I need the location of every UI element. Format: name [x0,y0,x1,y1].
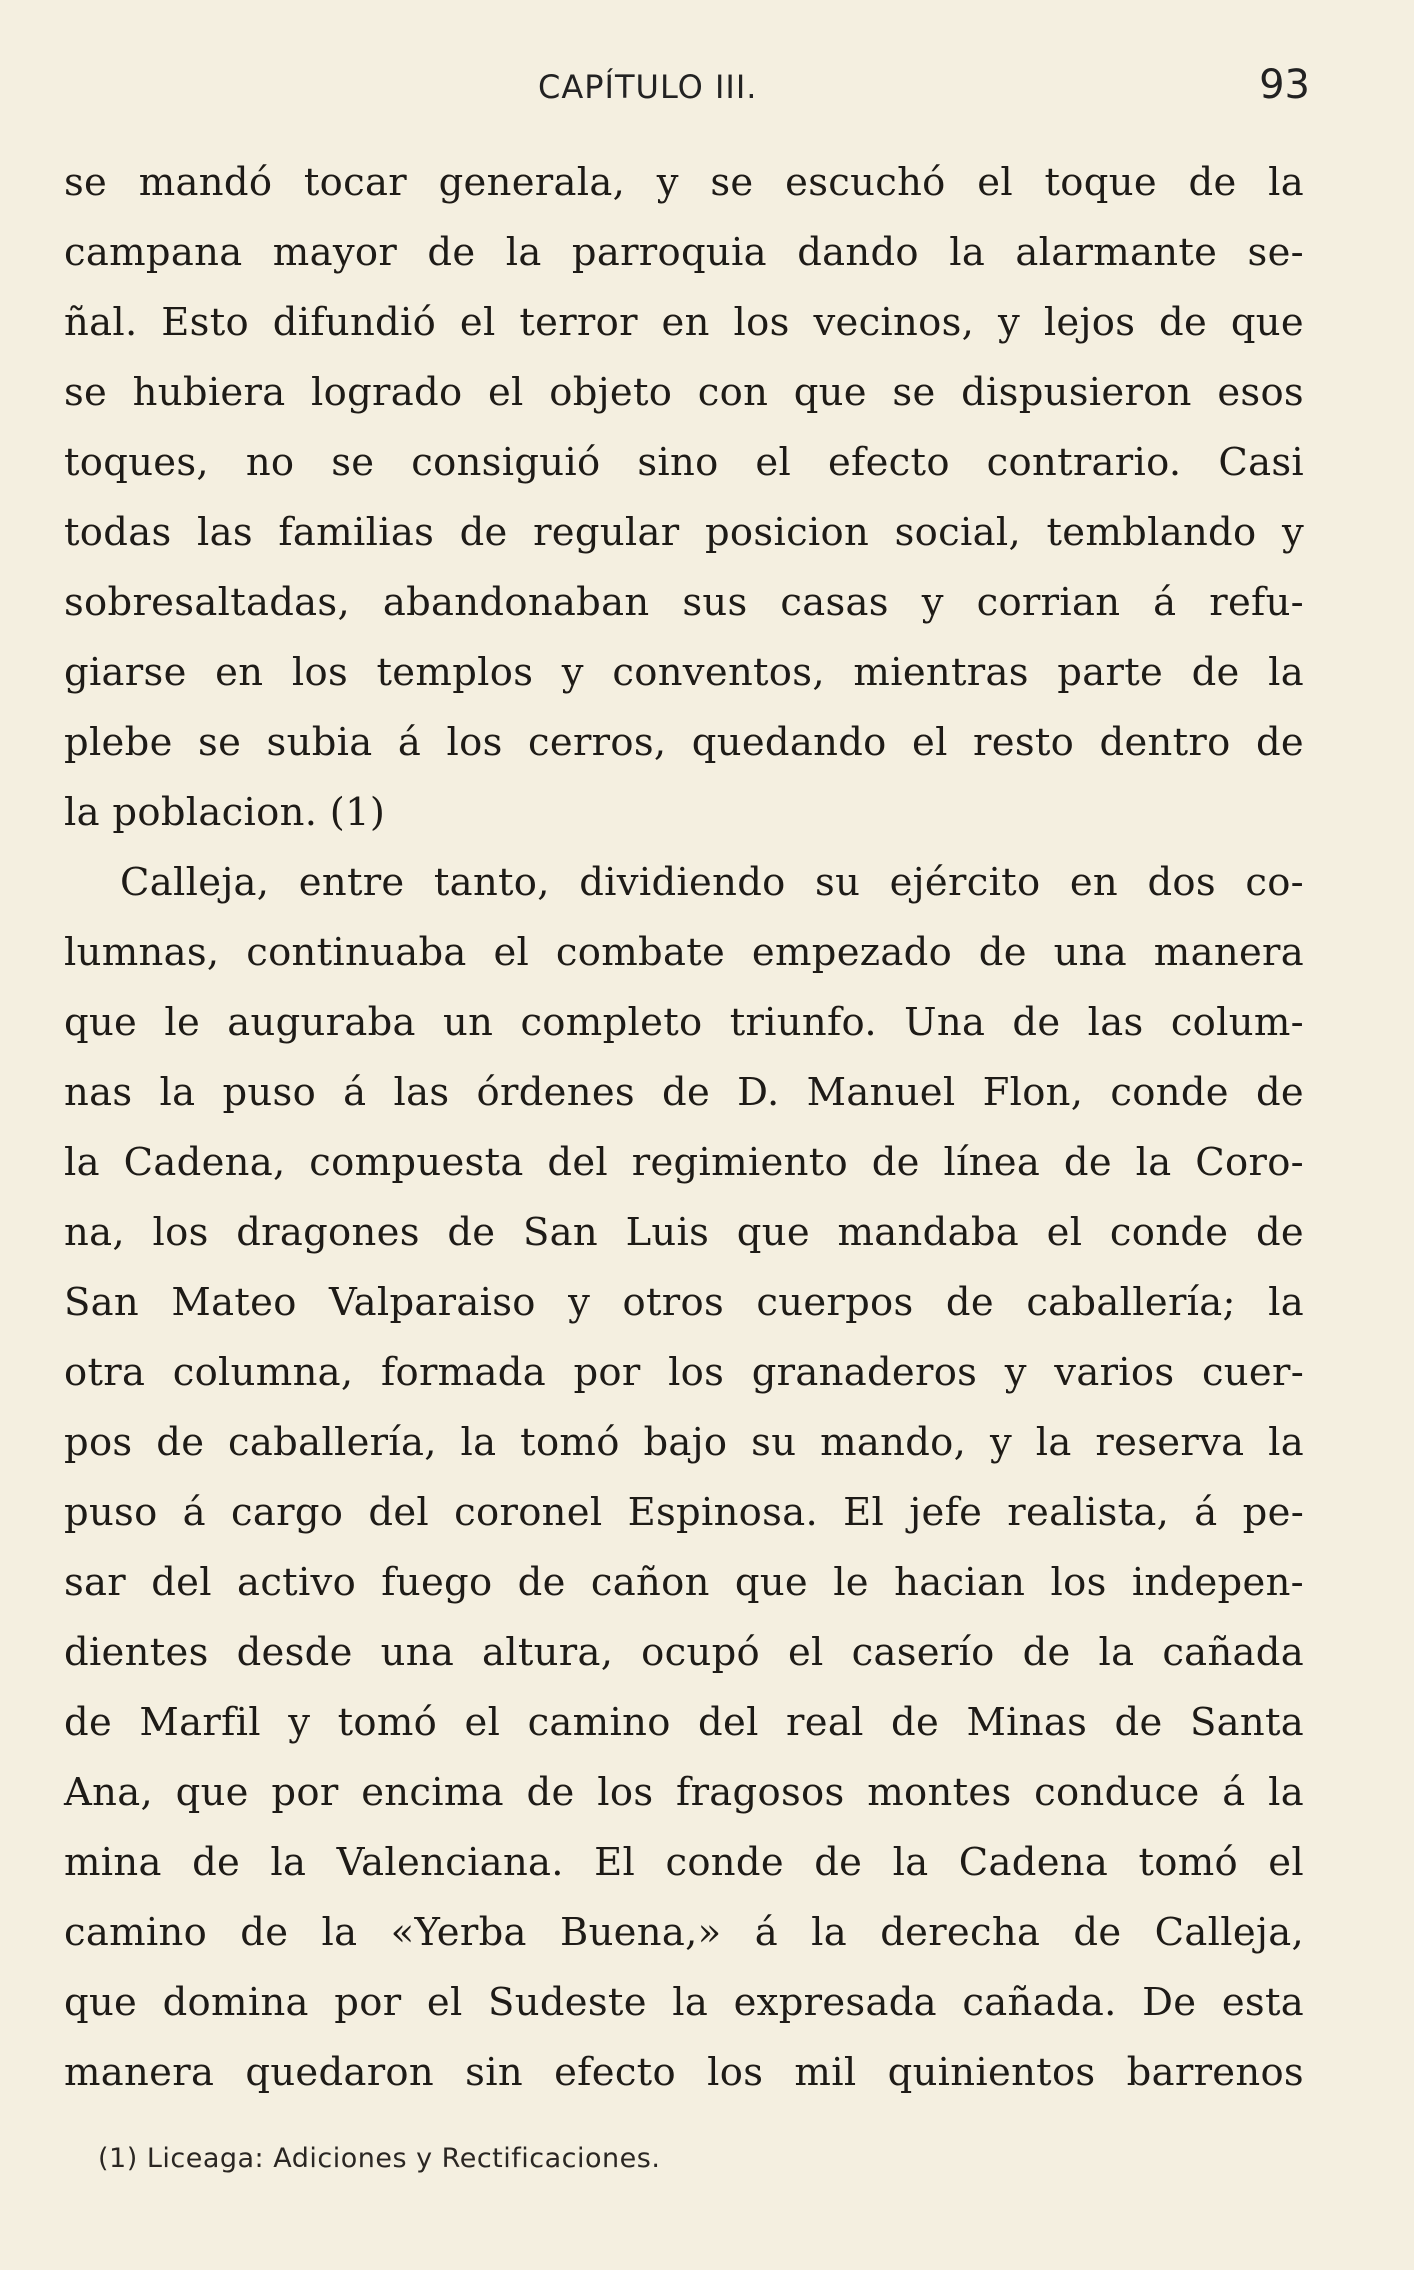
text-line: la Cadena, compuesta del regimiento de línea de la Coro- [64,1140,1304,1185]
text-line: dientes desde una altura, ocupó el caserío de la cañada [64,1630,1304,1675]
text-line: pos de caballería, la tomó bajo su mando, y la reserva la [64,1420,1304,1465]
footnote: (1) Liceaga: Adiciones y Rectificaciones. [98,2143,661,2174]
text-line: camino de la «Yerba Buena,» á la derecha de Calleja, [64,1910,1304,1955]
text-line: mina de la Valenciana. El conde de la Cadena tomó el [64,1840,1304,1885]
chapter-heading: CAPÍTULO III. [538,68,758,106]
text-line: manera quedaron sin efecto los mil quinientos barrenos [64,2050,1304,2095]
text-line: se mandó tocar generala, y se escuchó el toque de la [64,160,1304,205]
text-line: plebe se subia á los cerros, quedando el resto dentro de [64,720,1304,765]
text-line: San Mateo Valparaiso y otros cuerpos de caballería; la [64,1280,1304,1325]
text-line-paragraph-end: la poblacion. (1) [64,790,386,835]
text-line: lumnas, continuaba el combate empezado de una manera [64,930,1304,975]
text-line: otra columna, formada por los granaderos y varios cuer- [64,1350,1304,1395]
running-header [60,62,1310,128]
text-line: Ana, que por encima de los fragosos montes conduce á la [64,1770,1304,1815]
text-line: todas las familias de regular posicion social, temblando y [64,510,1304,555]
text-line: sar del activo fuego de cañon que le hacian los indepen- [64,1560,1304,1605]
text-line: giarse en los templos y conventos, mientras parte de la [64,650,1304,695]
text-line: nas la puso á las órdenes de D. Manuel Flon, conde de [64,1070,1304,1115]
text-line: puso á cargo del coronel Espinosa. El jefe realista, á pe- [64,1490,1304,1535]
text-line: de Marfil y tomó el camino del real de Minas de Santa [64,1700,1304,1745]
page-number: 93 [1259,62,1310,108]
text-line: ñal. Esto difundió el terror en los vecinos, y lejos de que [64,300,1304,345]
text-line: que le auguraba un completo triunfo. Una de las colum- [64,1000,1304,1045]
text-line: na, los dragones de San Luis que mandaba el conde de [64,1210,1304,1255]
text-line: sobresaltadas, abandonaban sus casas y corrian á refu- [64,580,1304,625]
text-line: se hubiera logrado el objeto con que se dispusieron esos [64,370,1304,415]
text-line: campana mayor de la parroquia dando la alarmante se- [64,230,1304,275]
text-line: que domina por el Sudeste la expresada cañada. De esta [64,1980,1304,2025]
text-line: toques, no se consiguió sino el efecto contrario. Casi [64,440,1304,485]
body-text [64,148,1304,2108]
text-line-paragraph-start: Calleja, entre tanto, dividiendo su ejército en dos co- [120,860,1304,905]
